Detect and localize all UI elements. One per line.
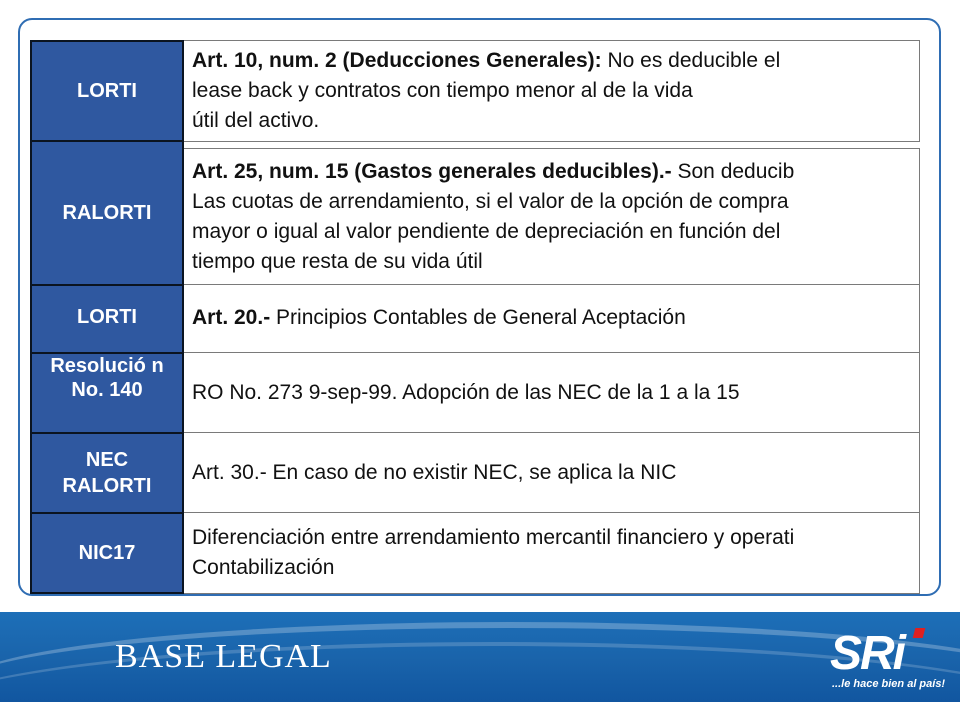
legal-row	[30, 140, 920, 286]
legal-row	[30, 512, 920, 594]
logo-red-mark	[913, 628, 926, 638]
row-label: LORTI	[30, 40, 184, 142]
row-label: LORTI	[30, 284, 184, 354]
description-line: Art. 10, num. 2 (Deducciones Generales): No es deducible el	[192, 49, 781, 72]
description-line: útil del activo.	[192, 109, 320, 132]
description-line: Contabilización	[192, 556, 335, 579]
slide-title: BASE LEGAL	[115, 638, 332, 675]
row-description	[192, 513, 794, 593]
row-description	[192, 149, 794, 285]
row-description-box	[184, 512, 920, 594]
legal-row	[30, 284, 920, 354]
description-line: Art. 30.- En caso de no existir NEC, se aplica la NIC	[192, 461, 677, 484]
footer-banner	[0, 612, 960, 702]
row-description	[192, 353, 740, 433]
description-line: Diferenciación entre arrendamiento mercantil financiero y operati	[192, 526, 795, 549]
row-description	[192, 41, 780, 141]
row-description-box	[184, 352, 920, 434]
row-description-box	[184, 148, 920, 286]
description-line: Art. 25, num. 15 (Gastos generales deducibles).- Son deducib	[192, 160, 795, 183]
row-label: RALORTI	[30, 140, 184, 286]
row-description	[192, 285, 686, 353]
sri-logo	[830, 626, 946, 696]
row-description-box	[184, 284, 920, 354]
row-description-box	[184, 432, 920, 514]
description-line: Las cuotas de arrendamiento, si el valor de la opción de compra	[192, 190, 789, 213]
description-line: mayor o igual al valor pendiente de depreciación en función del	[192, 220, 781, 243]
legal-row	[30, 40, 920, 142]
description-line: Art. 20.- Principios Contables de General Aceptación	[192, 306, 686, 329]
description-line: RO No. 273 9-sep-99. Adopción de las NEC de la 1 a la 15	[192, 381, 740, 404]
logo-slogan: ...le hace bien al país!	[832, 678, 946, 690]
description-line: lease back y contratos con tiempo menor al de la vida	[192, 79, 693, 102]
row-label: NIC17	[30, 512, 184, 594]
legal-row	[30, 432, 920, 514]
logo-text: SRi	[830, 627, 905, 680]
row-label: NEC RALORTI	[30, 432, 184, 514]
description-line: tiempo que resta de su vida útil	[192, 250, 483, 273]
row-description	[192, 433, 676, 513]
row-description-box	[184, 40, 920, 142]
row-label: Resolució n No. 140	[30, 352, 184, 434]
legal-row	[30, 352, 920, 434]
